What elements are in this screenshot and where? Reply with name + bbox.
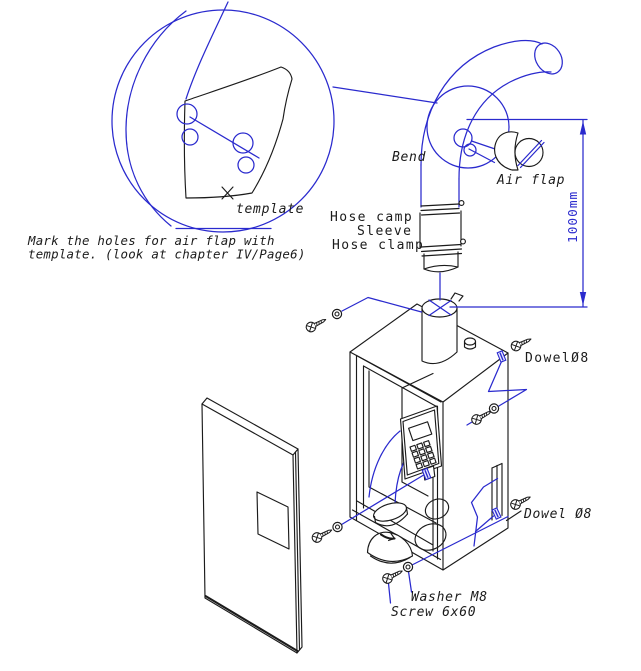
dowel-icon [492,508,501,519]
top-knob [465,338,476,349]
label-hose-clamp-top: Hose camp [330,210,414,225]
template-holes [177,104,259,173]
dim-arrow-down [580,292,586,306]
condensate-dome [368,532,413,563]
note-line-2: template. (look at chapter IV/Page6) [28,246,306,262]
label-dowel-bottom: Dowel Ø8 [524,507,593,522]
hose-clamp-upper [421,204,460,215]
washer-icon [332,309,341,318]
hole-axis-line [190,117,259,158]
label-dowel-top: DowelØ8 [525,351,590,366]
template-shape [184,67,292,198]
label-screw: Screw 6x60 [391,605,477,620]
pipe-silhouette-arc-left [126,11,186,226]
screw-icon [305,315,328,333]
dimension-text: 1000mm [566,190,581,243]
leader-bottom-axis [408,517,508,568]
clamp-bolt-upper [459,201,464,206]
screw-icon [381,567,404,585]
screw-icon [510,335,533,353]
door-panel [202,398,302,653]
label-washer: Washer M8 [411,590,488,605]
washer-icon [333,522,342,531]
pipe-stub-open-end [424,265,458,271]
detail-callout-leader [333,87,437,103]
flue-cylinder [422,293,463,364]
door-bottom-edge [206,596,298,651]
clamp-bolt-lower [461,239,466,244]
label-sleeve: Sleeve [357,224,413,239]
label-air-flap: Air flap [497,173,566,188]
pipe-silhouette-arc-right [186,2,228,99]
door-top-edge [202,398,298,455]
label-hose-clamp-bottom: Hose clamp [332,238,425,253]
label-template: template [236,202,305,217]
template-leader-x [222,187,233,199]
sleeve-assembly [420,201,465,272]
door-window [257,492,289,549]
screw-icon [311,526,334,544]
sleeve-body [420,211,461,248]
washer-icon [403,562,412,571]
flue-bracket [451,293,463,301]
detail-view-circle [112,2,437,232]
washer-icon [489,404,498,413]
dowel-bottom-leader [507,511,522,521]
hose-clamp-lower [421,245,462,257]
keypad-panel [401,406,442,480]
air-flap-part [495,132,544,170]
label-bend: Bend [392,150,427,165]
note-line-1: Mark the holes for air flap with [28,233,275,248]
floor-holes [411,495,452,555]
dim-arrow-up [580,121,586,135]
